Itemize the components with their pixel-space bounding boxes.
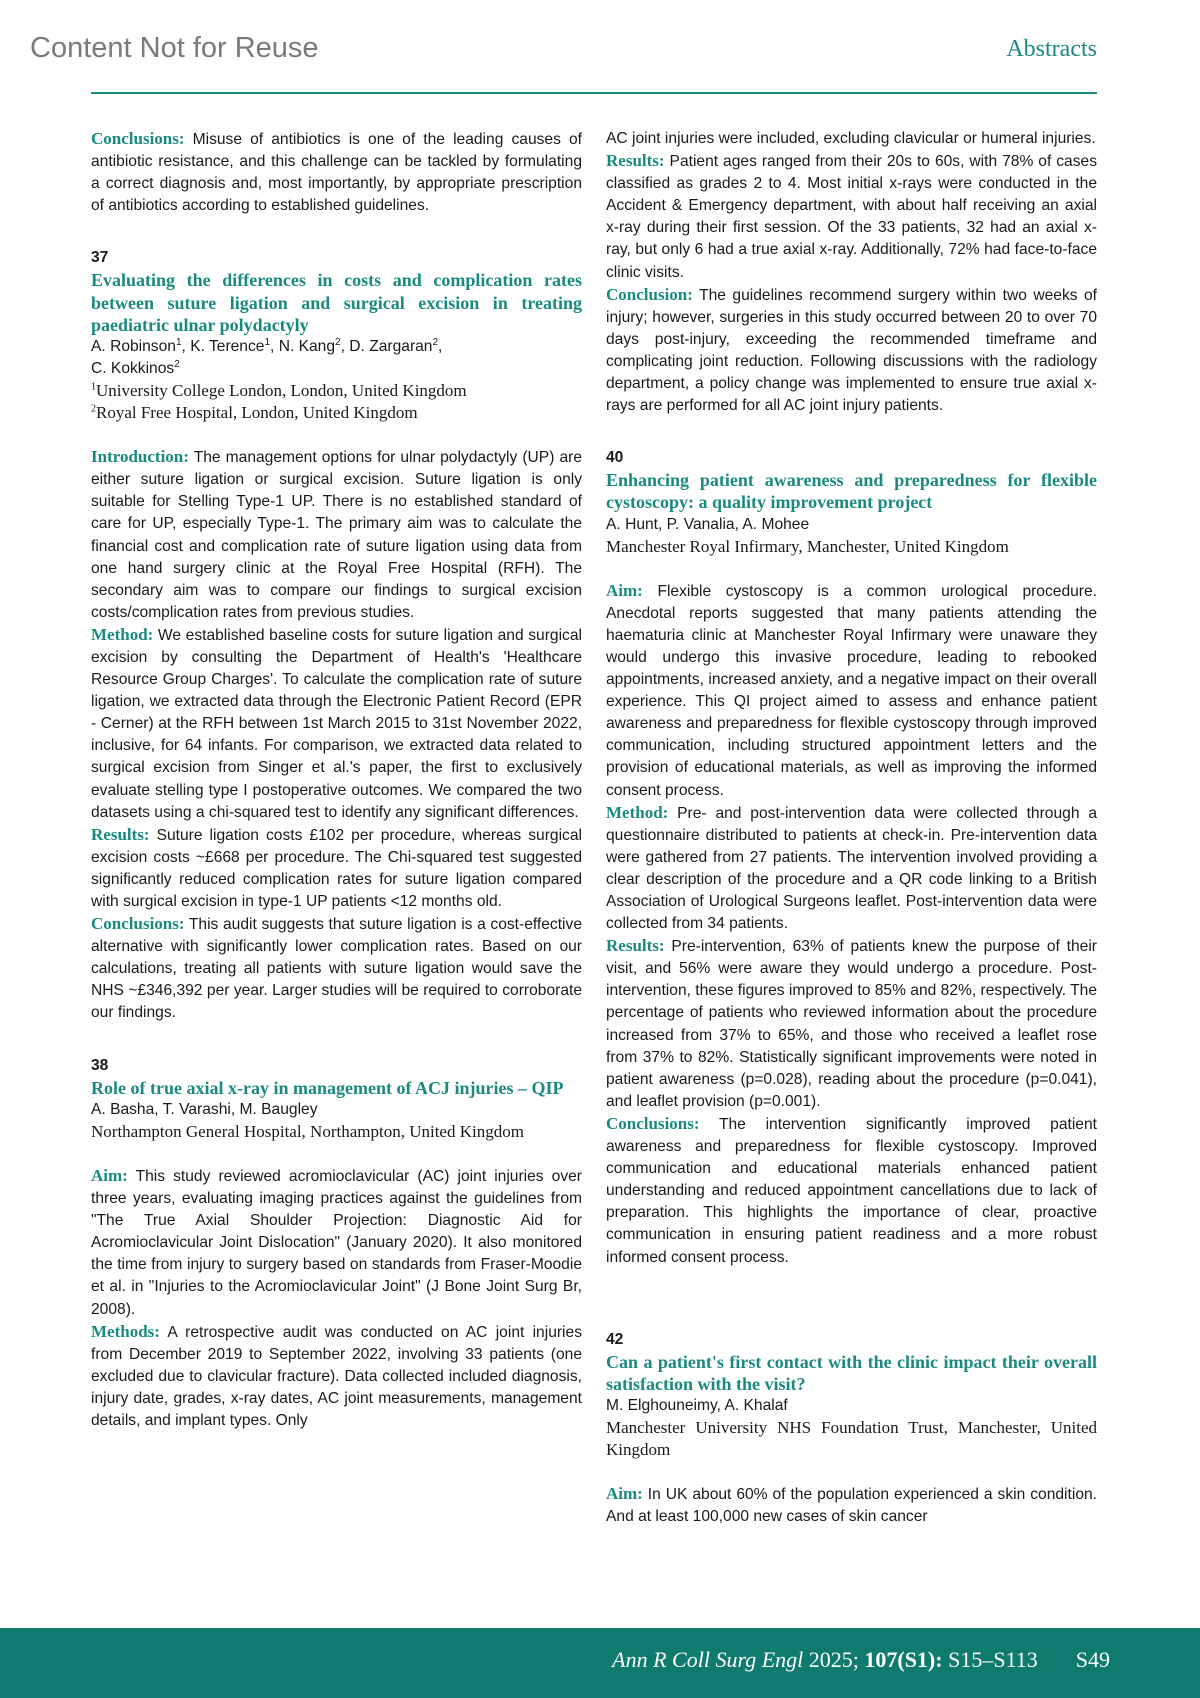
methods-heading: Methods: [91, 1321, 160, 1341]
abstract-title: Can a patient's first contact with the clinic impact their overall satisfaction with the visit? [606, 1351, 1097, 1394]
abstract-affiliation [91, 402, 582, 424]
abstract-number: 38 [91, 1056, 109, 1074]
abstract-introduction [91, 446, 582, 624]
abstract-method [606, 802, 1097, 936]
aim-heading: Aim: [606, 1484, 643, 1504]
results-heading: Results: [606, 151, 665, 171]
abstract-authors: M. Elghouneimy, A. Khalaf [606, 1396, 788, 1414]
author-sup: 1 [175, 336, 182, 348]
footer-pages: S15–S113 [942, 1647, 1038, 1672]
conclusions-heading: Conclusions: [91, 914, 185, 934]
abstract-title: Evaluating the differences in costs and complication rates between suture ligation and surgical excision in treating paediatric ulnar polydactyly [91, 270, 582, 335]
author: D. Zargaran [349, 337, 433, 355]
abstract-results [606, 150, 1097, 284]
conclusion-text: The guidelines recommend surgery within two weeks of injury; however, surgeries in this study occurred between 20 to over 70 days post-injury, exceeding the recommended timeframe and complicating joint reduction. Following discussions with the radiology department, a policy change was implemented to ensure true axial x-rays are performed for all AC joint injury patients. [606, 286, 1097, 415]
abstract-affiliation: Manchester Royal Infirmary, Manchester, United Kingdom [606, 536, 1009, 556]
aim-heading: Aim: [606, 580, 643, 600]
abstract-36-conclusions [91, 128, 582, 217]
author: K. Terence [190, 337, 265, 355]
abstract-conclusions [606, 1113, 1097, 1269]
author: C. Kokkinos [91, 359, 175, 377]
author-sup: 2 [432, 336, 439, 348]
author-sup: 2 [174, 358, 180, 370]
abstract-title: Enhancing patient awareness and preparedness for flexible cystoscopy: a quality improvement project [606, 470, 1097, 513]
aim-text: In UK about 60% of the population experienced a skin condition. And at least 100,000 new cases of skin cancer [606, 1486, 1097, 1526]
conclusions-heading: Conclusions: [606, 1113, 700, 1133]
abstract-aim [606, 1483, 1097, 1528]
affil-text: Royal Free Hospital, London, United Kingdom [96, 403, 418, 423]
affil-sup: 1 [91, 381, 96, 393]
method-text: We established baseline costs for suture ligation and surgical excision by consulting the Department of Health's 'Healthcare Resource Group Charges'. To calculate the complication rate of suture ligation, we extracted data through the Electronic Patient Record (EPR - Cerner) at the RFH between 1st March 2015 to 31st November 2022, inclusive, for 64 infants. For comparison, we extracted data related to surgical excision from Singer et al.'s paper, the first to exclusively evaluate stelling type I postoperative outcomes. We compared the two datasets using a chi-squared test to identify any significant differences. [91, 626, 582, 821]
abstract-aim [91, 1165, 582, 1321]
abstract-aim [606, 580, 1097, 802]
results-text: Patient ages ranged from their 20s to 60s, with 78% of cases classified as grades 2 to 4. Most initial x-rays were conducted in the Accident & Emergency department, with about half receiving an axial x-ray during their first session. Of the 33 patients, 32 had an axial x-ray, but only 6 had a true axial x-ray. Additionally, 72% had face-to-face clinic visits. [606, 153, 1097, 281]
watermark: Content Not for Reuse [30, 32, 319, 64]
author-sup: 2 [335, 336, 341, 348]
conclusion-heading: Conclusion: [606, 284, 693, 304]
results-text: Suture ligation costs £102 per procedure, whereas surgical excision costs ~£668 per procedure. The Chi-squared test suggested significantly reduced complication rates for suture ligation compared with surgical excision in type-1 UP patients <12 months old. [91, 826, 582, 910]
abstract-methods-continued: AC joint injuries were included, excluding clavicular or humeral injuries. [606, 130, 1096, 147]
introduction-text: The management options for ulnar polydactyly (UP) are either suture ligation or surgical excision. Suture ligation is only suitable for Stelling Type-1 UP. There is no established standard of care for UP, especially Type-1. The primary aim was to calculate the financial cost and complication rate of suture ligation using data from one hand surgery clinic at the Royal Free Hospital (RFH). The secondary aim was to compare our findings to surgical excision costs/complication rates from previous studies. [91, 449, 582, 621]
footer-year: 2025; [803, 1647, 865, 1672]
spacer [91, 424, 582, 446]
affil-sup: 2 [91, 403, 96, 415]
left-column [91, 128, 582, 1432]
footer-citation [612, 1647, 1110, 1673]
footer-page-number: S49 [1075, 1647, 1110, 1672]
abstract-number: 40 [606, 449, 624, 467]
abstract-number: 37 [91, 249, 109, 267]
aim-text: Flexible cystoscopy is a common urological procedure. Anecdotal reports suggested that many patients attending the haematuria clinic at Manchester Royal Infirmary were unaware they would undergo this invasive procedure, leading to rebooked appointments, increased anxiety, and a negative impact on their overall experience. This QI project aimed to assess and enhance patient awareness and preparedness for flexible cystoscopy through improved communication, including structured appointment letters and the provision of educational materials, as well as improving the informed consent process. [606, 582, 1097, 799]
abstract-conclusion [606, 284, 1097, 418]
author-sup: 1 [264, 336, 271, 348]
abstract-results [91, 824, 582, 913]
footer-volume: 107(S1): [864, 1647, 943, 1672]
footer-journal: Ann R Coll Surg Engl [612, 1647, 804, 1672]
conclusions-text: The intervention significantly improved patient awareness and preparedness for flexible cystoscopy. Improved communication and educational materials enhanced patient understanding and reduced appointment cancellations due to lack of preparation. This highlights the importance of clear, proactive communication in ensuring patient readiness and a more robust informed consent process. [606, 1115, 1097, 1266]
aim-heading: Aim: [91, 1165, 128, 1185]
spacer [91, 1143, 582, 1165]
conclusions-text: This audit suggests that suture ligation is a cost-effective alternative with significantly lower complication rates. Based on our calculations, treating all patients with suture ligation would save the NHS ~£346,392 per year. Larger studies will be required to corroborate our findings. [91, 916, 582, 1022]
spacer [606, 1269, 1097, 1299]
abstract-affiliation: Northampton General Hospital, Northampton, United Kingdom [91, 1121, 524, 1141]
affil-text: University College London, London, United Kingdom [96, 380, 467, 400]
method-heading: Method: [606, 802, 669, 822]
introduction-heading: Introduction: [91, 447, 189, 467]
abstract-authors: A. Hunt, P. Vanalia, A. Mohee [606, 515, 810, 533]
method-text: Pre- and post-intervention data were collected through a questionnaire distributed to patients at check-in. Pre-intervention data were gathered from 27 patients. The intervention involved providing a clear description of the procedure and a QR code linking to a British Association of Urological Surgeons leaflet. Post-intervention data were collected from 34 patients. [606, 804, 1097, 933]
abstract-affiliation: Manchester University NHS Foundation Trust, Manchester, United Kingdom [606, 1417, 1097, 1460]
spacer [606, 558, 1097, 580]
abstract-authors: A. Robinson$^1$, K. Terence$^1$, N. Kang$^2$, D. Zargaran$^2$, C. Kokkinos$^2$ [91, 336, 443, 377]
conclusions-text: Misuse of antibiotics is one of the leading causes of antibiotic resistance, and this challenge can be tackled by formulating a correct diagnosis and, most importantly, by appropriate prescription of antibiotics according to established guidelines. [91, 131, 582, 215]
abstract-number: 42 [606, 1330, 624, 1348]
author: A. Robinson [91, 337, 176, 355]
method-heading: Method: [91, 624, 154, 644]
footer-bar [0, 1628, 1200, 1698]
abstract-affiliation [91, 380, 582, 402]
methods-text: A retrospective audit was conducted on AC joint injuries from December 2019 to September 2022, involving 33 patients (one excluded due to clavicular fracture). Data collected included diagnosis, injury date, grades, x-ray dates, AC joint measurements, management details, and implant types. Only [91, 1323, 582, 1429]
spacer [606, 1461, 1097, 1483]
right-column [606, 128, 1097, 1528]
results-heading: Results: [606, 936, 665, 956]
abstract-method [91, 624, 582, 824]
header-rule [91, 92, 1097, 94]
abstract-results [606, 935, 1097, 1113]
abstract-authors: A. Basha, T. Varashi, M. Baugley [91, 1100, 318, 1118]
conclusions-heading: Conclusions: [91, 129, 185, 148]
author: N. Kang [278, 337, 336, 355]
aim-text: This study reviewed acromioclavicular (AC) joint injuries over three years, evaluating imaging practices against the guidelines from "The True Axial Shoulder Projection: Diagnostic Aid for Acromioclavicular Joint Dislocation" (January 2020). It also monitored the time from injury to surgery based on standards from Fraser-Moodie et al. in "Injuries to the Acromioclavicular Joint" (J Bone Joint Surg Br, 2008). [91, 1167, 582, 1318]
abstract-title: Role of true axial x-ray in management of ACJ injuries – QIP [91, 1077, 564, 1098]
section-label: Abstracts [1006, 36, 1097, 62]
results-text: Pre-intervention, 63% of patients knew the purpose of their visit, and 56% were aware they would undergo a procedure. Post-intervention, these figures improved to 85% and 82%, respectively. The percentage of patients who reviewed information about the procedure increased from 37% to 65%, and those who received a leaflet rose from 37% to 82%. Statistically significant improvements were noted in patient awareness (p=0.028), reading about the procedure (p=0.041), and leaflet provision (p=0.001). [606, 938, 1097, 1110]
results-heading: Results: [91, 824, 150, 844]
abstract-methods [91, 1321, 582, 1432]
abstract-conclusions [91, 913, 582, 1024]
